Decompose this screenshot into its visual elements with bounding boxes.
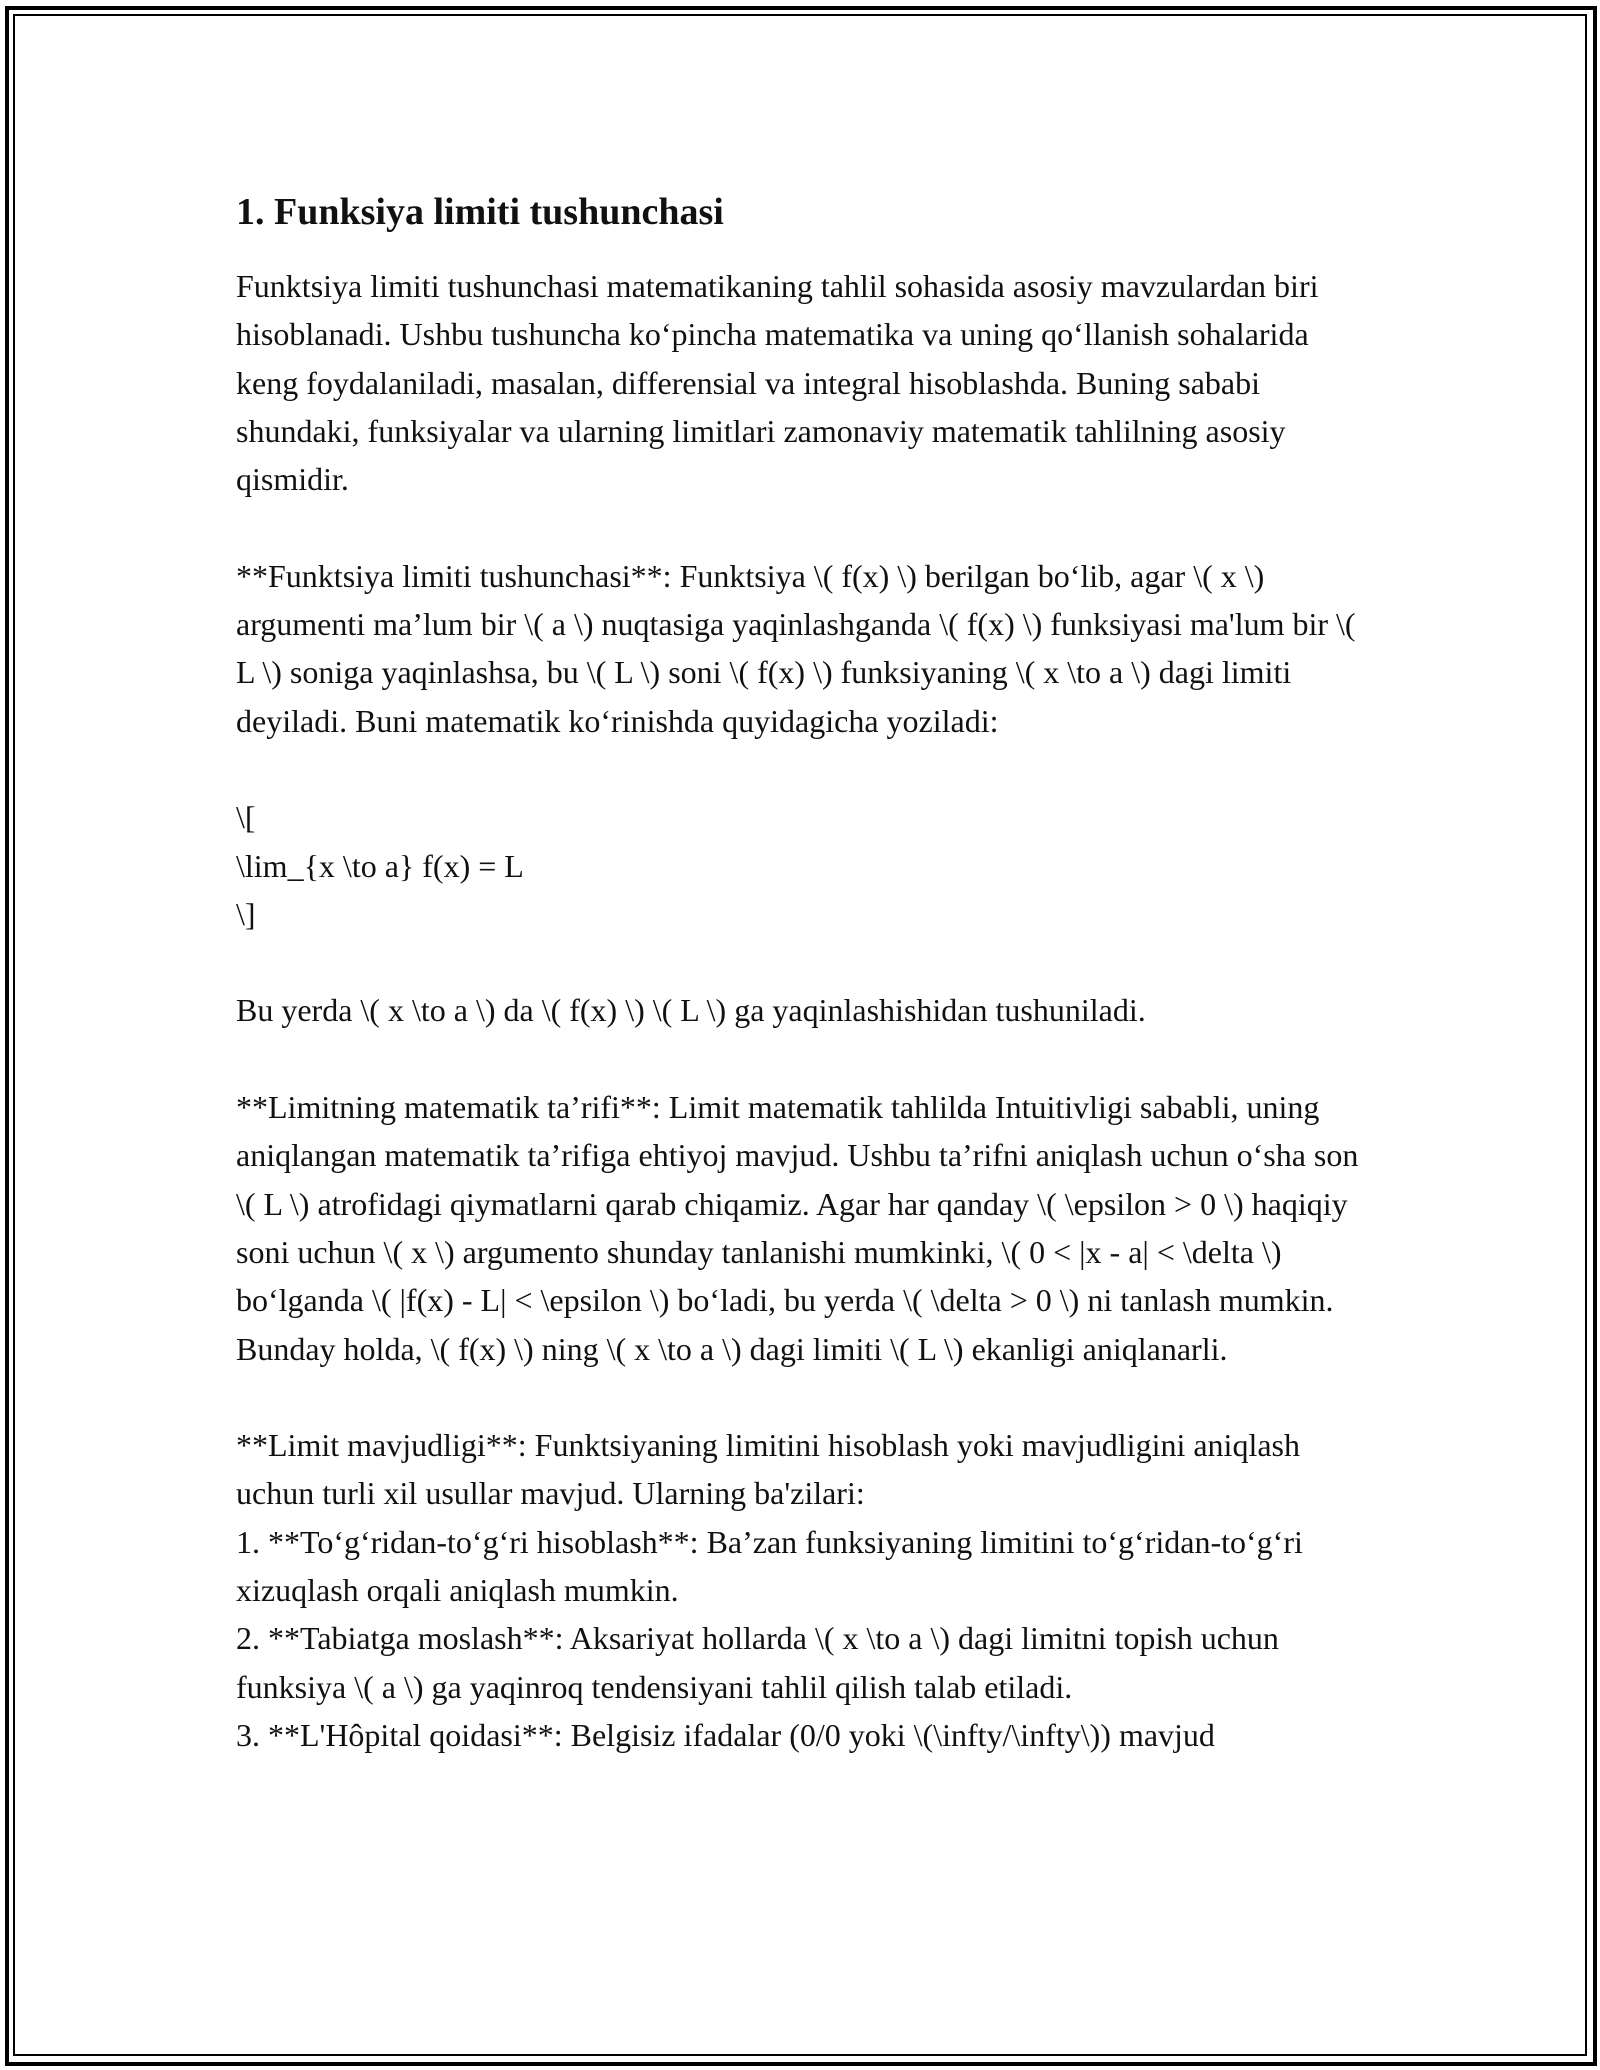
list-item: 3. **L'Hôpital qoidasi**: Belgisiz ifadalar (0/0 yoki \(\infty/\infty\)) mavjud: [236, 1716, 1215, 1753]
definition-paragraph: **Funktsiya limiti tushunchasi**: Funktsiya \( f(x) \) berilgan bo‘lib, agar \( x \) argumenti ma’lum bir \( a \) nuqtasiga yaqinlashganda \( f(x) \) funksiyasi ma'lum bir \( L \) soniga yaqinlashsa, bu \( L \) soni \( f(x) \) funksiyaning \( x \to a \) dagi limiti deyiladi. Buni matematik ko‘rinishda quyidagicha yoziladi:: [236, 557, 1356, 739]
list-item: 1. **To‘g‘ridan-to‘g‘ri hisoblash**: Ba’zan funksiyaning limitini to‘g‘ridan-to‘g‘ri xizuqlash orqali aniqlash mumkin.: [236, 1523, 1303, 1609]
formula-line: \[: [236, 799, 256, 836]
explanation-paragraph: Bu yerda \( x \to a \) da \( f(x) \) \( L \) ga yaqinlashishidan tushuniladi.: [236, 992, 1146, 1029]
spacer: [236, 1373, 1366, 1421]
section-heading: 1. Funksiya limiti tushunchasi: [236, 191, 724, 233]
spacer: [236, 938, 1366, 986]
formula-line: \]: [236, 895, 256, 932]
document-body: [236, 186, 1366, 1759]
formal-definition-paragraph: **Limitning matematik ta’rifi**: Limit matematik tahlilda Intuitivligi sababli, uning aniqlangan matematik ta’rifiga ehtiyoj mavjud. Ushbu ta’rifni aniqlash uchun o‘sha son \( L \) atrofidagi qiymatlarni qarab chiqamiz. Agar har qanday \( \epsilon > 0 \) haqiqiy soni uchun \( x \) argumento shunday tanlanishi mumkinki, \( 0 < |x - a| < \delta \) bo‘lganda \( |f(x) - L| < \epsilon \) bo‘ladi, bu yerda \( \delta > 0 \) ni tanlash mumkin. Bunday holda, \( f(x) \) ning \( x \to a \) dagi limiti \( L \) ekanligi aniqlanarli.: [236, 1089, 1359, 1367]
spacer: [236, 1035, 1366, 1083]
spacer: [236, 745, 1366, 793]
formula-line: \lim_{x \to a} f(x) = L: [236, 847, 524, 884]
intro-paragraph: Funktsiya limiti tushunchasi matematikaning tahlil sohasida asosiy mavzulardan biri hisoblanadi. Ushbu tushuncha ko‘pincha matematika va uning qo‘llanish sohalarida keng foydalaniladi, masalan, differensial va integral hisoblashda. Buning sababi shundaki, funksiyalar va ularning limitlari zamonaviy matematik tahlilning asosiy qismidir.: [236, 268, 1319, 498]
spacer: [236, 503, 1366, 551]
list-item: 2. **Tabiatga moslash**: Aksariyat hollarda \( x \to a \) dagi limitni topish uchun funksiya \( a \) ga yaqinroq tendensiyani tahlil qilish talab etiladi.: [236, 1620, 1279, 1705]
limit-formula: [236, 793, 1366, 938]
existence-paragraph: **Limit mavjudligi**: Funktsiyaning limitini hisoblash yoki mavjudligini aniqlash uchun turli xil usullar mavjud. Ularning ba'zilari:: [236, 1427, 1300, 1512]
